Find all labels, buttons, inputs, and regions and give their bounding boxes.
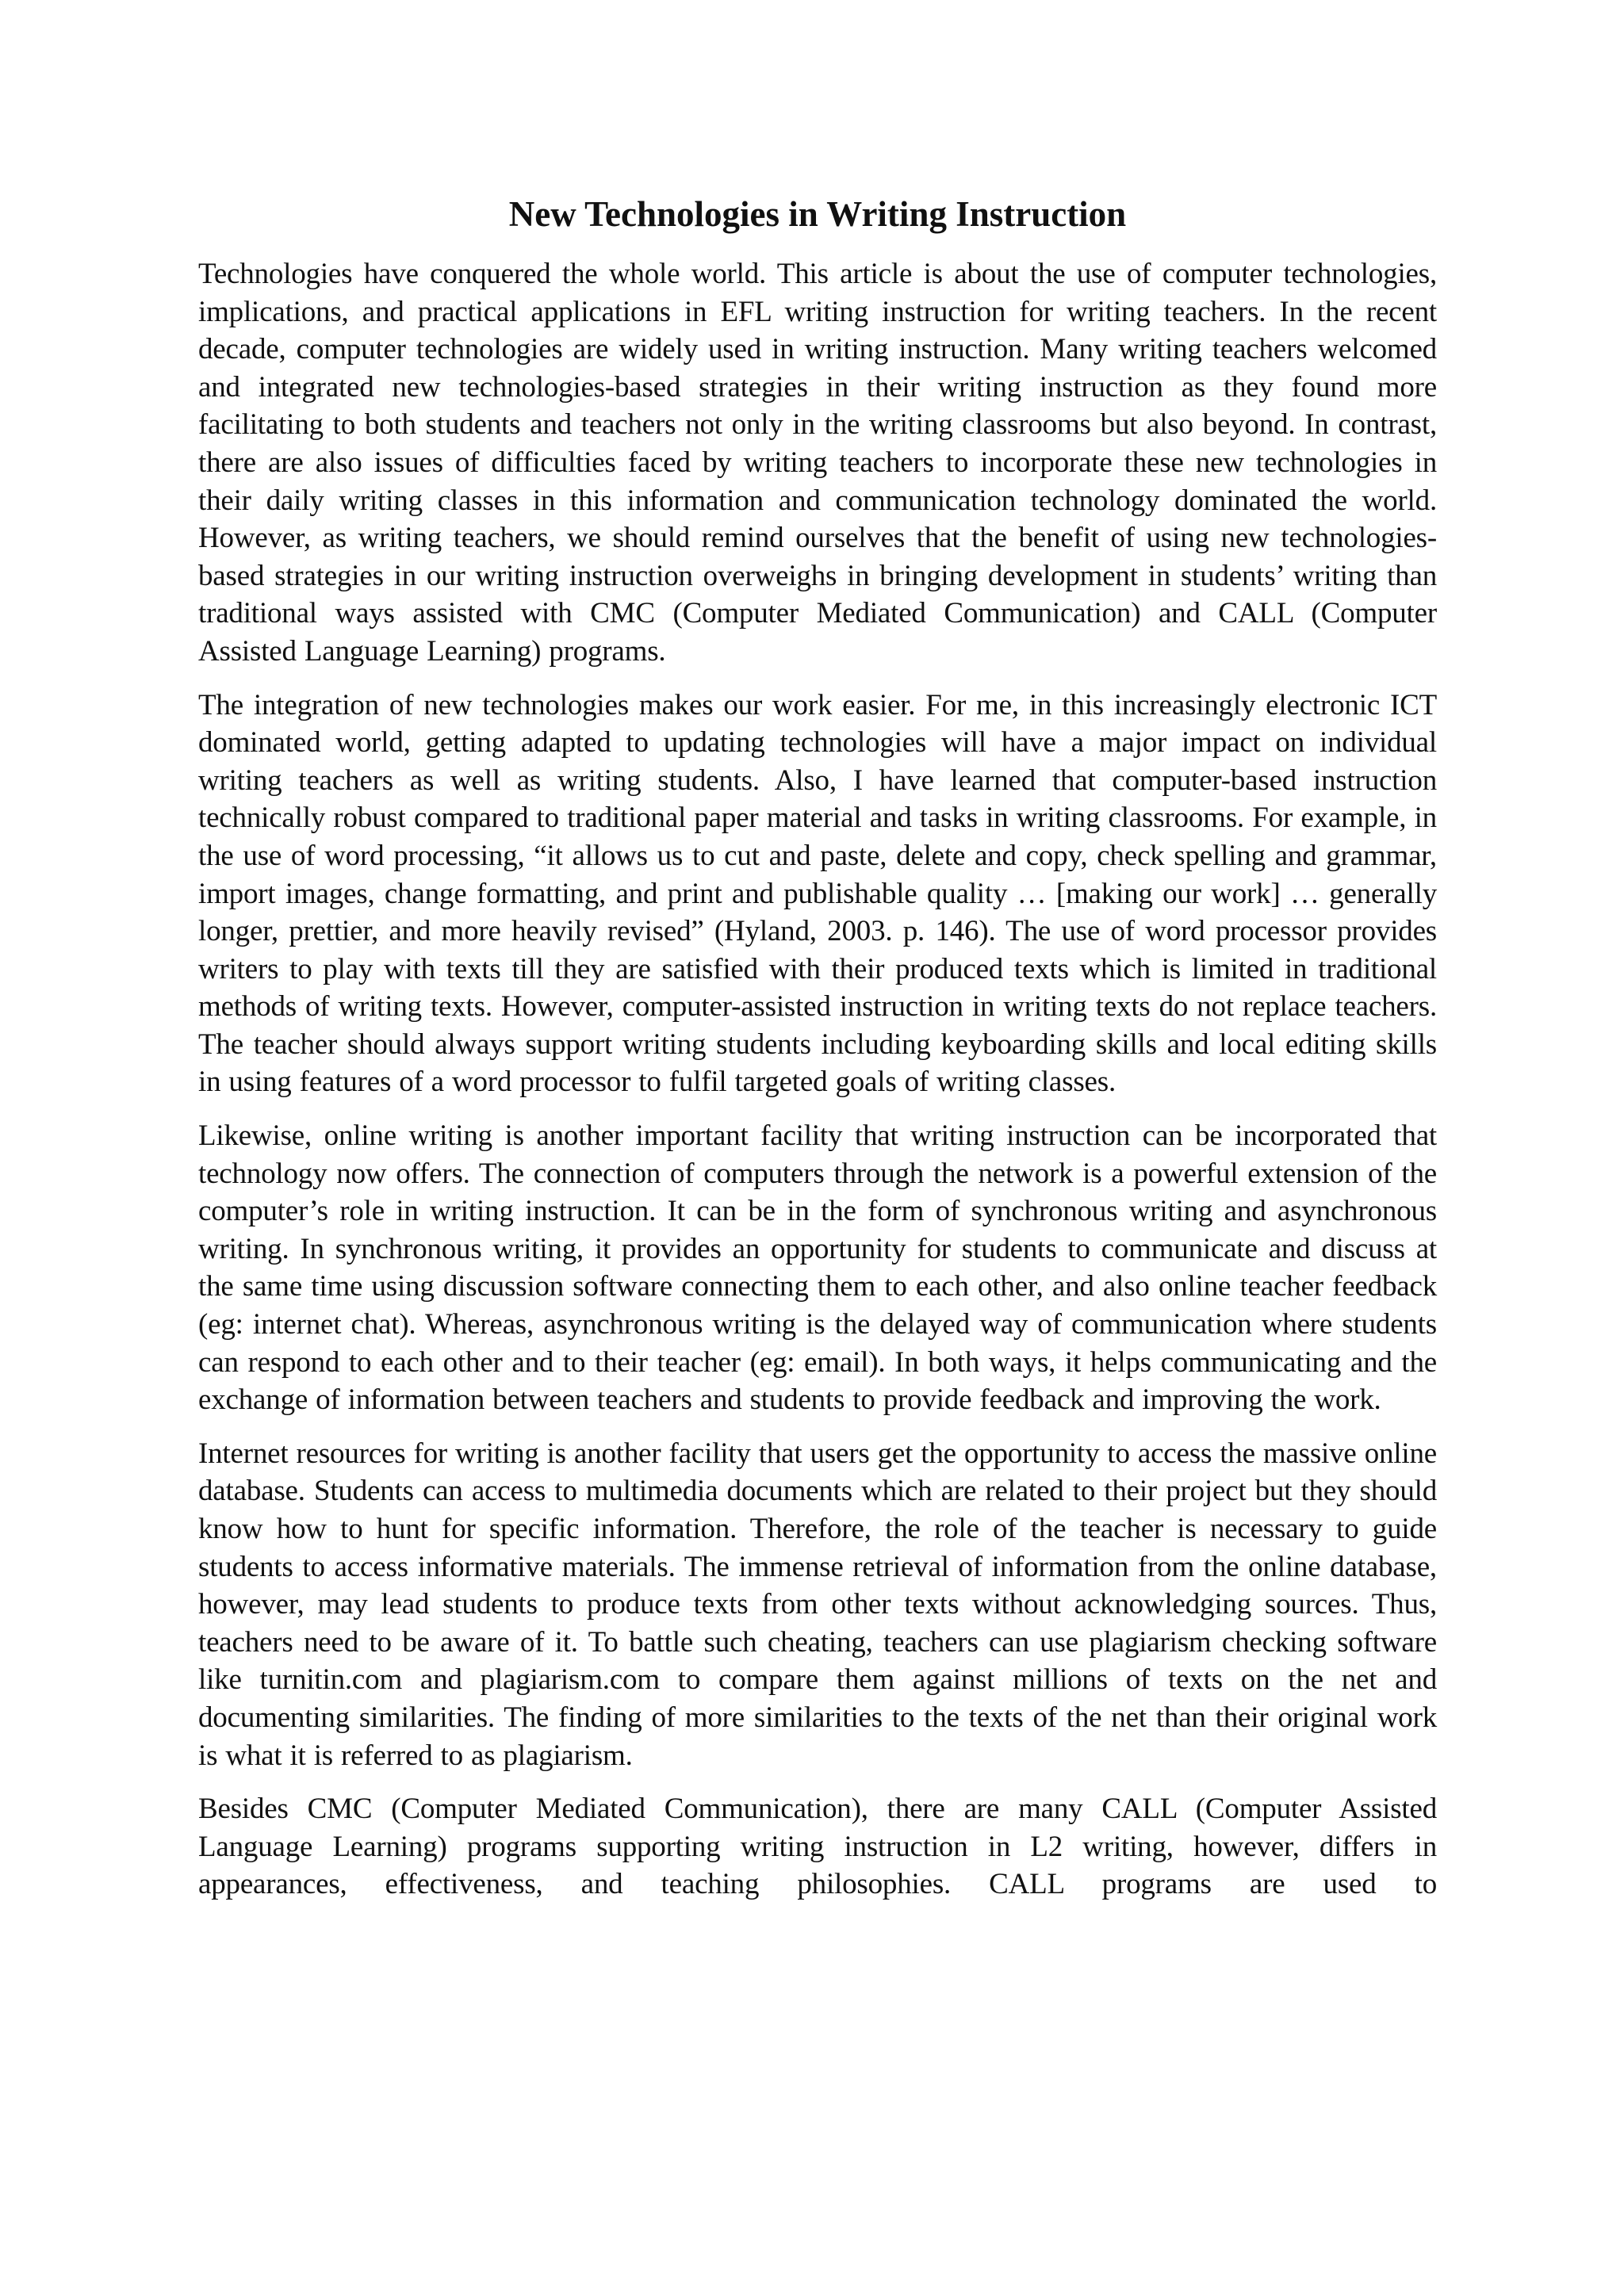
paragraph-integration: The integration of new technologies makes our work easier. For me, in this increasingly electronic ICT dominated world, getting adapted to updating technologies will have a major impact on individual writing teachers as well as writing students. Also, I have learned that computer-based instruction technically robust compared to traditional paper material and tasks in writing classrooms. For example, in the use of word processing, “it allows us to cut and paste, delete and copy, check spelling and grammar, import images, change formatting, and print and publishable quality … [making our work] … generally longer, prettier, and more heavily revised” (Hyland, 2003. p. 146). The use of word processor provides writers to play with texts till they are satisfied with their produced texts which is limited in traditional methods of writing texts. However, computer-assisted instruction in writing texts do not replace teachers. The teacher should always support writing students including keyboarding skills and local editing skills in using features of a word processor to fulfil targeted goals of writing classes. (198, 688, 1437, 1099)
document-title: New Technologies in Writing Instruction (508, 194, 1127, 234)
document-body (198, 190, 1437, 1904)
paragraph-call-programs: Besides CMC (Computer Mediated Communication), there are many CALL (Computer Assisted Language Learning) programs supporting writing instruction in L2 writing, however, differs in appearances, effectiveness, and teaching philosophies. CALL programs are used to (198, 1793, 1437, 1901)
paragraph-internet-resources: Internet resources for writing is another facility that users get the opportunity to access the massive online database. Students can access to multimedia documents which are related to their project but they should know how to hunt for specific information. Therefore, the role of the teacher is necessary to guide students to access informative materials. The immense retrieval of information from the online database, however, may lead students to produce texts from other texts without acknowledging sources. Thus, teachers need to be aware of it. To battle such cheating, teachers can use plagiarism checking software like turnitin.com and plagiarism.com to compare them against millions of texts on the net and documenting similarities. The finding of more similarities to the texts of the net than their original work is what it is referred to as plagiarism. (198, 1437, 1437, 1772)
paragraph-online-writing: Likewise, online writing is another important facility that writing instruction can be incorporated that technology now offers. The connection of computers through the network is a powerful extension of the computer’s role in writing instruction. It can be in the form of synchronous writing and asynchronous writing. In synchronous writing, it provides an opportunity for students to communicate and discuss at the same time using discussion software connecting them to each other, and also online teacher feedback (eg: internet chat). Whereas, asynchronous writing is the delayed way of communication where students can respond to each other and to their teacher (eg: email). In both ways, it helps communicating and the exchange of information between teachers and students to provide feedback and improving the work. (198, 1119, 1437, 1417)
paragraph-intro: Technologies have conquered the whole world. This article is about the use of computer technologies, implications, and practical applications in EFL writing instruction for writing teachers. In the recent decade, computer technologies are widely used in writing instruction. Many writing teachers welcomed and integrated new technologies-based strategies in their writing instruction as they found more facilitating to both students and teachers not only in the writing classrooms but also beyond. In contrast, there are also issues of difficulties faced by writing teachers to incorporate these new technologies in their daily writing classes in this information and communication technology dominated the world. However, as writing teachers, we should remind ourselves that the benefit of using new technologies-based strategies in our writing instruction overweighs in bringing development in students’ writing than traditional ways assisted with CMC (Computer Mediated Communication) and CALL (Computer Assisted Language Learning) programs. (198, 258, 1437, 668)
